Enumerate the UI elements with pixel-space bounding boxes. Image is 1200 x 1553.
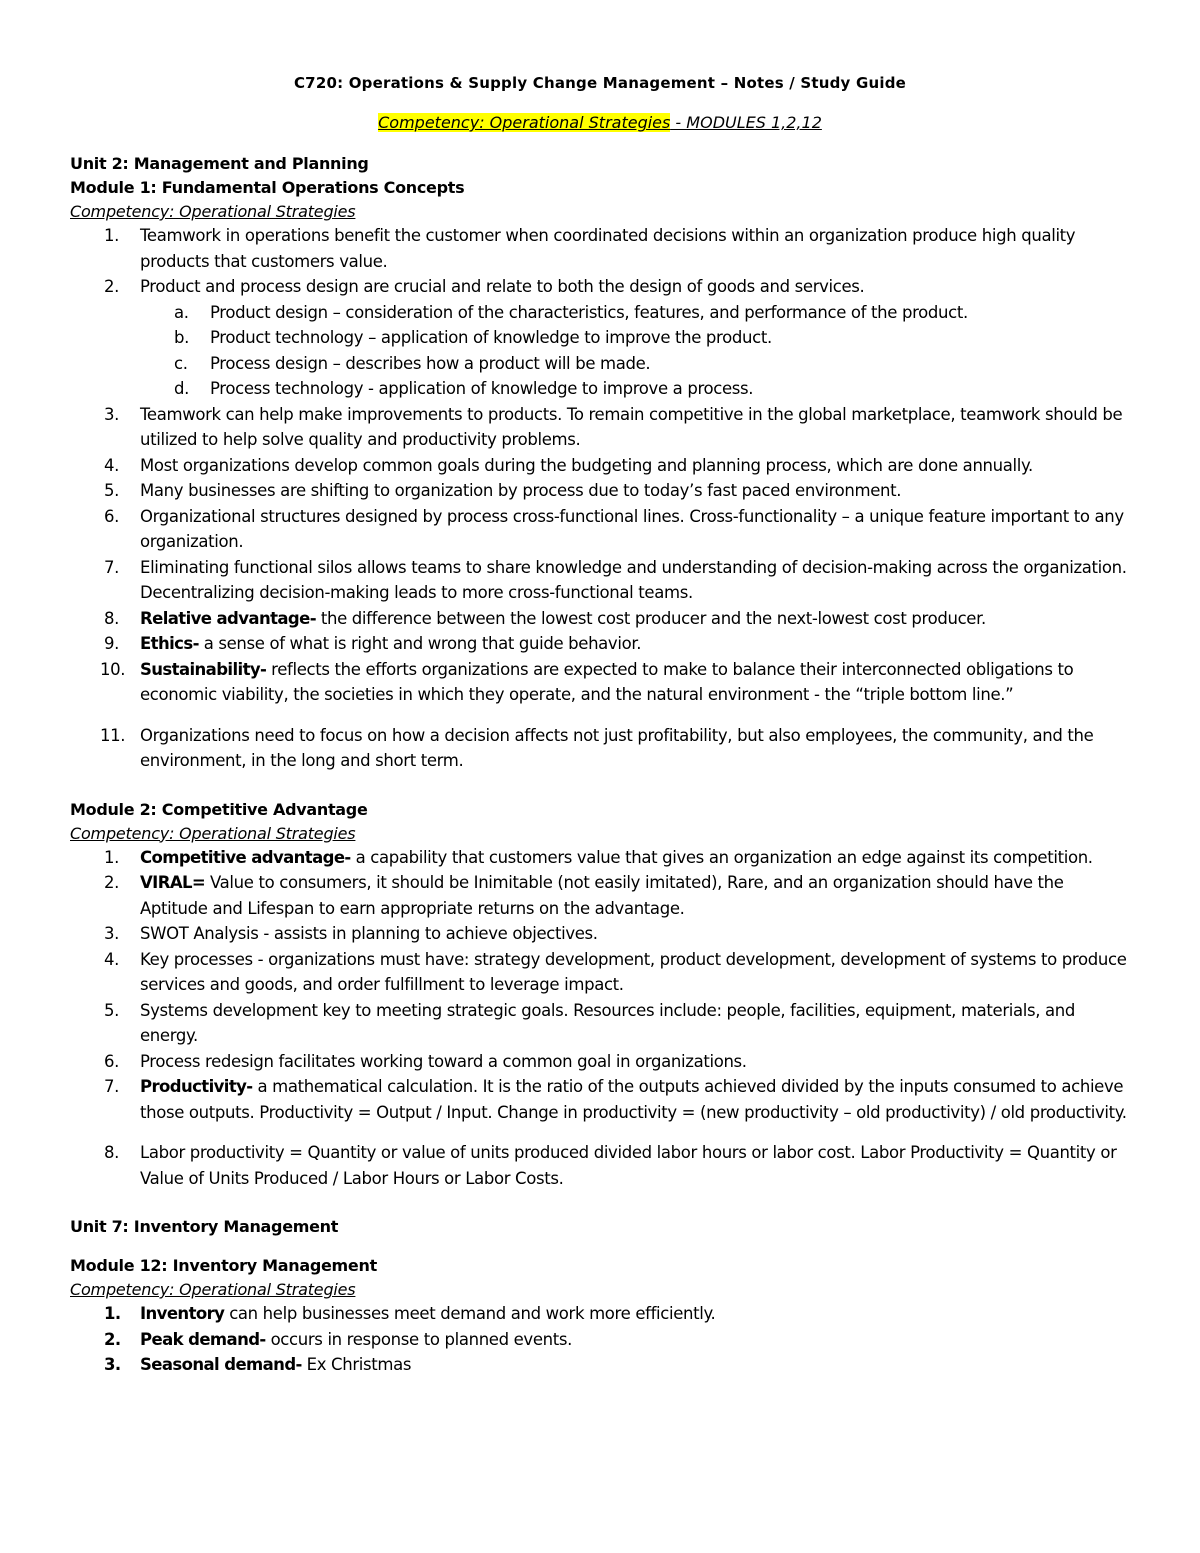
list-item: 2. VIRAL= Value to consumers, it should be Inimitable (not easily imitated), Rare, and an organization should have the Aptitude and Lifespan to earn appropriate returns on the advantage. — [104, 873, 1064, 918]
sub-list-item: d. Process technology - application of knowledge to improve a process. — [174, 379, 754, 398]
document-title: C720: Operations & Supply Change Management – Notes / Study Guide — [293, 74, 907, 92]
list-item: 11. Organizations need to focus on how a decision affects not just profitability, but also employees, the community, and the environment, in the long and short term. — [100, 725, 1094, 770]
list-item: 9. Ethics- a sense of what is right and wrong that guide behavior. — [104, 634, 642, 653]
module-1-competency: Competency: Operational Strategies — [70, 202, 356, 221]
list-item: 1. Teamwork in operations benefit the customer when coordinated decisions within an organization produce high quality products that customers value. — [104, 226, 1076, 271]
list-item: 10. Sustainability- reflects the efforts organizations are expected to make to balance their interconnected obligations to economic viability, the societies in which they operate, and the natural environment - the “triple bottom line.” — [100, 659, 1074, 704]
list-item: 7. Productivity- a mathematical calculation. It is the ratio of the outputs achieved divided by the inputs consumed to achieve those outputs. Productivity = Output / Input. Change in productivity = (new productivity – old productivity) / old productivity. — [104, 1077, 1127, 1122]
list-item: 8. Relative advantage- the difference between the lowest cost producer and the next-lowest cost producer. — [104, 608, 986, 628]
list-item: 5. Systems development key to meeting strategic goals. Resources include: people, facilities, equipment, materials, and energy. — [104, 1000, 1076, 1045]
list-item: 4. Most organizations develop common goals during the budgeting and planning process, which are done annually. — [104, 455, 1033, 475]
module-2-competency: Competency: Operational Strategies — [70, 823, 356, 843]
sub-list-item: b. Product technology – application of knowledge to improve the product. — [174, 328, 772, 347]
module-2-list — [70, 845, 1130, 1192]
sub-list-item: c. Process design – describes how a product will be made. — [174, 353, 651, 373]
subtitle-competency: Competency: Operational Strategies — [378, 113, 671, 132]
module-1-list — [70, 223, 1130, 774]
sub-list-item: a. Product design – consideration of the characteristics, features, and performance of the product. — [174, 302, 968, 322]
list-item: 7. Eliminating functional silos allows teams to share knowledge and understanding of decision-making across the organization. Decentralizing decision-making leads to more cross-functional teams. — [104, 557, 1127, 602]
list-item: 6. Organizational structures designed by process cross-functional lines. Cross-functionality – a unique feature important to any organization. — [104, 506, 1124, 551]
document-subtitle — [70, 112, 1130, 134]
list-item: 8. Labor productivity = Quantity or value of units produced divided labor hours or labor cost. Labor Productivity = Quantity or Value of Units Produced / Labor Hours or Labor Costs. — [104, 1143, 1117, 1188]
unit-7-heading: Unit 7: Inventory Management — [70, 1217, 339, 1236]
subtitle-modules: - MODULES 1,2,12 — [670, 113, 822, 132]
list-item: 3. SWOT Analysis - assists in planning to achieve objectives. — [104, 924, 598, 943]
list-item: 1. Inventory can help businesses meet demand and work more efficiently. — [104, 1304, 716, 1323]
module-2-heading: Module 2: Competitive Advantage — [70, 799, 368, 819]
list-item: 5. Many businesses are shifting to organization by process due to today’s fast paced environment. — [104, 481, 902, 500]
module-1-heading: Module 1: Fundamental Operations Concepts — [70, 178, 465, 197]
list-item: 2. Peak demand- occurs in response to planned events. — [104, 1329, 573, 1349]
list-item: 1. Competitive advantage- a capability that customers value that gives an organization an edge against its competition. — [104, 847, 1093, 867]
module-12-competency: Competency: Operational Strategies — [70, 1280, 356, 1299]
unit-2-heading: Unit 2: Management and Planning — [70, 154, 369, 173]
list-item: 3. Teamwork can help make improvements to products. To remain competitive in the global marketplace, teamwork should be utilized to help solve quality and productivity problems. — [104, 404, 1123, 449]
list-item: 3. Seasonal demand- Ex Christmas — [104, 1355, 412, 1374]
list-item: 6. Process redesign facilitates working toward a common goal in organizations. — [104, 1051, 747, 1071]
list-item: 2. Product and process design are crucial and relate to both the design of goods and services. — [104, 277, 865, 296]
list-item: 4. Key processes - organizations must have: strategy development, product development, development of systems to produce services and goods, and order fulfillment to leverage impact. — [104, 949, 1127, 994]
module-12-list — [70, 1301, 1130, 1378]
module-12-heading: Module 12: Inventory Management — [70, 1256, 377, 1275]
document-page — [70, 66, 1130, 1378]
